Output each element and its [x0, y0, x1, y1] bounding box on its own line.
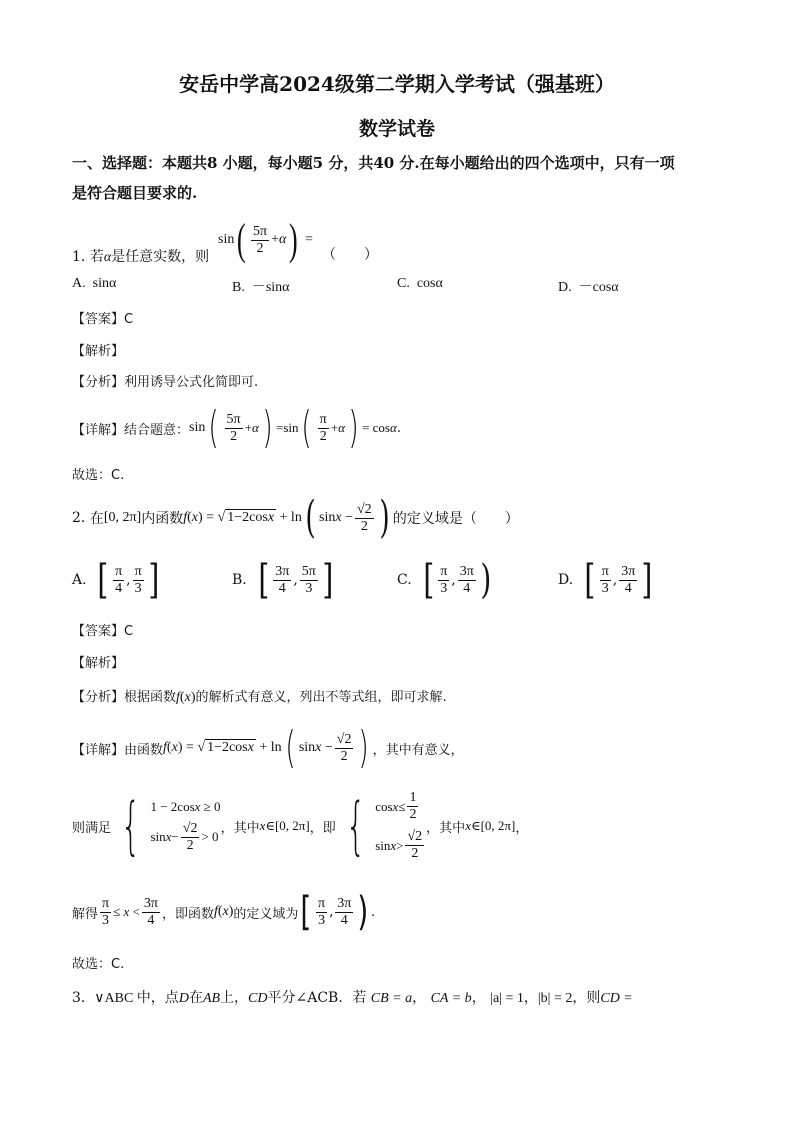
q2-stem: 2. 在 [0, 2π] 内函数 f(x) = √ 1−2cosx + ln ( sinx − $\frac{√2}{2}$ ) 的定义域是（ ）	[72, 492, 519, 543]
section-heading-line1: 一、选择题：本题共8 小题，每小题5 分，共40 分.在每小题给出的四个选项中，只有一项	[72, 154, 675, 172]
q2-fenxi: 【分析】根据函数f(x)的解析式有意义，列出不等式组，即可求解.	[72, 690, 447, 705]
q1-stem: 1. 若α是任意实数，则	[72, 249, 210, 265]
q1-answer: 【答案】C	[72, 312, 134, 327]
q1-option-b: B. －sinα	[232, 280, 290, 295]
q1-conclusion: 故选：C.	[72, 468, 125, 483]
q1-detail: 【详解】 结合题意： sin ( $\frac{5\pi}{2}$ + α ) = sin ( $\frac{\pi}{2}$ + α ) = cos α .	[72, 402, 401, 453]
q2-detail: 【详解】 由函数 f(x) = √ 1−2cosx + ln ( sinx − $\frac{√2}{2}$ ) ，其中有意义，	[72, 722, 464, 773]
q2-solution: 解得 $\frac{\pi}{3}$ ≤ x < $\frac{3\pi}{4}$ ，即函数 f(x) 的定义域为 [ $\frac{\pi}{3}$ , $\frac{3\pi}{4}$ ) .	[72, 889, 376, 935]
q1-option-c: C. cosα	[397, 276, 443, 291]
q2-conclusion: 故选：C.	[72, 957, 125, 972]
q2-option-d: D. [ $\frac{\pi}{3}$ , $\frac{3\pi}{4}$ ]	[558, 557, 653, 603]
q1-analysis-tag: 【解析】	[72, 344, 125, 359]
q2-option-a: A. [ $\frac{\pi}{4}$ , $\frac{\pi}{3}$ ]	[72, 557, 159, 603]
exam-title: 安岳中学高2024级第二学期入学考试（强基班）	[179, 72, 615, 96]
q1-option-a: A. sinα	[72, 276, 117, 291]
q1-fenxi: 【分析】利用诱导公式化简即可.	[72, 375, 259, 390]
q2-option-b: B. [ $\frac{3\pi}{4}$ , $\frac{5\pi}{3}$ ]	[232, 557, 334, 603]
q2-answer: 【答案】C	[72, 624, 134, 639]
q2-analysis-tag: 【解析】	[72, 656, 125, 671]
q1-formula: sin ( $\frac{5\pi}{2}$ + α ) =	[218, 215, 313, 264]
exam-subtitle: 数学试卷	[358, 118, 435, 140]
q1-blank: （ ）	[322, 247, 378, 263]
q3-stem: 3. ∨ABC 中，点D在AB上，CD平分∠ACB．若 CB = a， CA = b， |a| = 1，|b| = 2，则CD =	[72, 990, 633, 1006]
section-heading-line2: 是符合题目要求的.	[72, 184, 198, 202]
q1-option-d: D. －cosα	[558, 280, 619, 295]
q2-conditions: 则满足 { 1 − 2cosx ≥ 0 sin x − $\frac{√2}{2}$ > 0 ，其中 x ∈[0, 2π] ，即 { cos x ≤ $\frac{1}{2}$ sin x > $\frac{√2}{2}$ ，其中 x ∈[0, 2π] ，	[72, 789, 529, 862]
q2-option-c: C. [ $\frac{\pi}{3}$ , $\frac{3\pi}{4}$ )	[397, 557, 492, 603]
